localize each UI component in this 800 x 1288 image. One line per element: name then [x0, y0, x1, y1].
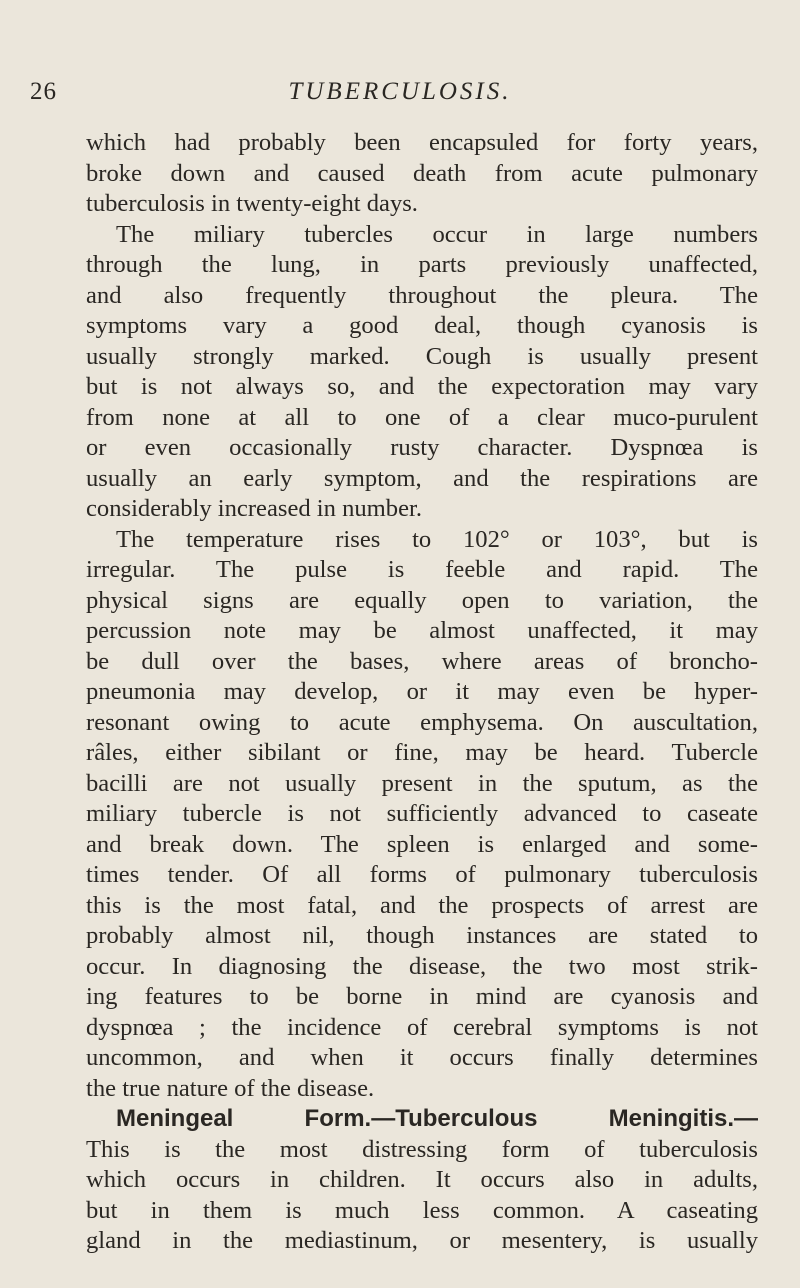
text-line: resonant owing to acute emphysema. On auscultation,	[86, 708, 758, 736]
body-text	[86, 128, 758, 1257]
text-line: dyspnœa ; the incidence of cerebral symptoms is not	[86, 1013, 758, 1041]
text-line: gland in the mediastinum, or mesentery, is usually	[86, 1227, 758, 1254]
text-line: physical signs are equally open to variation, the	[86, 586, 758, 614]
text-line: probably almost nil, though instances are stated to	[86, 922, 758, 949]
text-line: which occurs in children. It occurs also in adults,	[86, 1166, 758, 1193]
text-line: broke down and caused death from acute pulmonary	[86, 159, 758, 187]
text-line: ing features to be borne in mind are cyanosis and	[86, 983, 758, 1010]
text-line: percussion note may be almost unaffected, it may	[86, 617, 758, 644]
text-line: but is not always so, and the expectoration may vary	[86, 373, 758, 400]
text-line: through the lung, in parts previously unaffected,	[86, 251, 758, 278]
text-line: This is the most distressing form of tuberculosis	[86, 1135, 758, 1163]
text-line: or even occasionally rusty character. Dyspnœa is	[86, 434, 758, 461]
text-line: The temperature rises to 102° or 103°, but is	[116, 525, 758, 553]
text-line: but in them is much less common. A caseating	[86, 1196, 758, 1224]
text-line: usually an early symptom, and the respirations are	[86, 464, 758, 492]
text-line: the true nature of the disease.	[86, 1074, 375, 1102]
text-line: miliary tubercle is not sufficiently advanced to caseate	[86, 800, 758, 827]
text-line: irregular. The pulse is feeble and rapid. The	[86, 556, 758, 583]
text-line: and also frequently throughout the pleura. The	[86, 281, 758, 309]
text-line: this is the most fatal, and the prospects of arrest are	[86, 891, 758, 919]
page-number: 26	[30, 78, 57, 105]
text-line: The miliary tubercles occur in large numbers	[116, 220, 758, 248]
text-line: uncommon, and when it occurs finally determines	[86, 1044, 758, 1071]
running-title: TUBERCULOSIS.	[288, 78, 512, 105]
section-heading: Meningeal Form.—Tuberculous Meningitis.—	[116, 1105, 758, 1132]
text-line: tuberculosis in twenty-eight days.	[86, 190, 418, 217]
text-line: symptoms vary a good deal, though cyanosis is	[86, 312, 758, 339]
text-line: occur. In diagnosing the disease, the two most strik-	[86, 952, 758, 980]
text-line: times tender. Of all forms of pulmonary tuberculosis	[86, 861, 758, 888]
text-line: and break down. The spleen is enlarged and some-	[86, 830, 758, 858]
text-line: considerably increased in number.	[86, 495, 423, 522]
text-line: bacilli are not usually present in the sputum, as the	[86, 769, 758, 797]
text-line: pneumonia may develop, or it may even be hyper-	[86, 678, 758, 705]
text-line: which had probably been encapsuled for forty years,	[86, 129, 758, 156]
text-line: from none at all to one of a clear muco-purulent	[86, 403, 758, 431]
text-line: be dull over the bases, where areas of broncho-	[86, 647, 758, 675]
text-line: usually strongly marked. Cough is usually present	[86, 342, 758, 370]
text-line: râles, either sibilant or fine, may be heard. Tubercle	[86, 739, 758, 766]
